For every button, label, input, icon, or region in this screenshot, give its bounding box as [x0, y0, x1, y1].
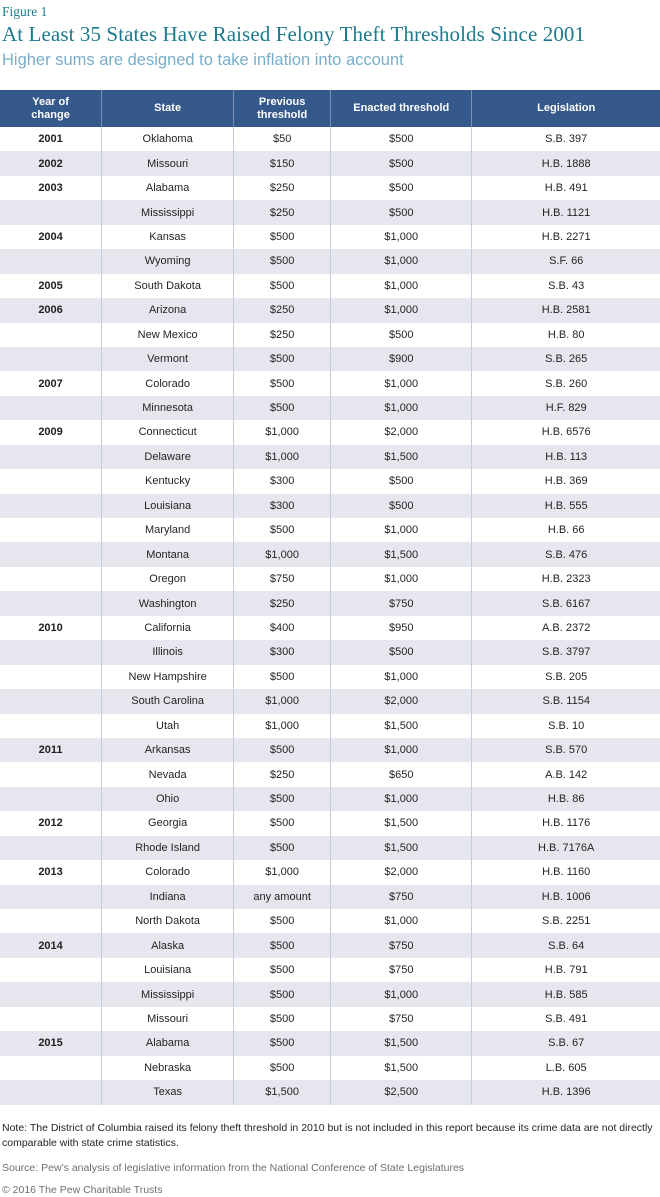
- cell-state: Delaware: [102, 445, 234, 469]
- cell-enacted-threshold: $650: [331, 762, 472, 786]
- cell-previous-threshold: $500: [234, 347, 331, 371]
- cell-year-of-change: 2014: [38, 939, 63, 952]
- cell-year-of-change: [0, 445, 102, 469]
- table-row: [0, 640, 660, 664]
- cell-year-of-change: [0, 689, 102, 713]
- cell-enacted-threshold: $500: [331, 127, 472, 151]
- cell-state: Montana: [102, 542, 234, 566]
- cell-legislation: S.B. 2251: [472, 909, 660, 933]
- cell-legislation: H.B. 86: [472, 787, 660, 811]
- cell-year-of-change: 2011: [38, 744, 63, 757]
- column-header-state: State: [102, 90, 234, 127]
- cell-legislation: H.B. 2271: [472, 225, 660, 249]
- cell-enacted-threshold: $500: [331, 494, 472, 518]
- cell-state: New Hampshire: [102, 665, 234, 689]
- cell-state: Alabama: [102, 1031, 234, 1055]
- cell-legislation: H.B. 2323: [472, 567, 660, 591]
- cell-legislation: H.B. 585: [472, 982, 660, 1006]
- cell-previous-threshold: $500: [234, 518, 331, 542]
- cell-previous-threshold: $500: [234, 811, 331, 835]
- cell-enacted-threshold: $750: [331, 1007, 472, 1031]
- cell-year-of-change: 2013: [38, 866, 63, 879]
- table-row: [0, 665, 660, 689]
- cell-state: Alabama: [102, 176, 234, 200]
- cell-state: Texas: [102, 1080, 234, 1104]
- cell-legislation: H.B. 1396: [472, 1080, 660, 1104]
- table-row: [0, 1056, 660, 1080]
- cell-previous-threshold: $1,500: [234, 1080, 331, 1104]
- table-row: [0, 274, 660, 298]
- table-row: [0, 127, 660, 151]
- table-row: [0, 811, 660, 835]
- cell-year-of-change: [0, 1080, 102, 1104]
- cell-previous-threshold: $400: [234, 616, 331, 640]
- cell-enacted-threshold: $1,000: [331, 249, 472, 273]
- figure-header: [0, 0, 660, 72]
- cell-state: Colorado: [102, 371, 234, 395]
- table-row: [0, 860, 660, 884]
- cell-previous-threshold: $500: [234, 738, 331, 762]
- cell-state: Georgia: [102, 811, 234, 835]
- table-row: [0, 982, 660, 1006]
- cell-enacted-threshold: $1,000: [331, 371, 472, 395]
- copyright-text: © 2016 The Pew Charitable Trusts: [2, 1183, 163, 1196]
- cell-enacted-threshold: $500: [331, 469, 472, 493]
- table-row: [0, 151, 660, 175]
- cell-enacted-threshold: $500: [331, 176, 472, 200]
- cell-legislation: A.B. 2372: [472, 616, 660, 640]
- cell-previous-threshold: $300: [234, 469, 331, 493]
- thresholds-table: [0, 90, 660, 1105]
- source-text: Source: Pew’s analysis of legislative information from the National Conference of State Legislatures: [2, 1161, 465, 1174]
- page-subtitle: Higher sums are designed to take inflation into account: [2, 51, 404, 69]
- cell-legislation: S.B. 43: [472, 274, 660, 298]
- cell-legislation: H.B. 1121: [472, 200, 660, 224]
- cell-legislation: S.F. 66: [472, 249, 660, 273]
- cell-legislation: S.B. 260: [472, 371, 660, 395]
- cell-previous-threshold: $1,000: [234, 420, 331, 444]
- cell-year-of-change: [0, 567, 102, 591]
- cell-previous-threshold: $500: [234, 225, 331, 249]
- table-row: [0, 591, 660, 615]
- cell-legislation: H.B. 6576: [472, 420, 660, 444]
- note-text: Note: The District of Columbia raised its felony theft threshold in 2010 but is not included in this report because its crime data are not directly comparable with state crime statistics.: [2, 1121, 653, 1149]
- table-row: [0, 958, 660, 982]
- table-row: [0, 616, 660, 640]
- cell-previous-threshold: $500: [234, 909, 331, 933]
- table-row: [0, 1007, 660, 1031]
- cell-previous-threshold: any amount: [234, 885, 331, 909]
- cell-previous-threshold: $500: [234, 787, 331, 811]
- cell-legislation: S.B. 64: [472, 933, 660, 957]
- cell-state: Oklahoma: [102, 127, 234, 151]
- cell-year-of-change: 2015: [38, 1037, 63, 1050]
- cell-previous-threshold: $500: [234, 274, 331, 298]
- cell-enacted-threshold: $500: [331, 640, 472, 664]
- cell-state: Minnesota: [102, 396, 234, 420]
- table-row: [0, 200, 660, 224]
- cell-enacted-threshold: $750: [331, 958, 472, 982]
- cell-previous-threshold: $500: [234, 958, 331, 982]
- cell-enacted-threshold: $1,000: [331, 274, 472, 298]
- cell-year-of-change: 2004: [38, 230, 63, 243]
- figure-label: Figure 1: [2, 4, 48, 19]
- cell-state: Rhode Island: [102, 836, 234, 860]
- table-row: [0, 542, 660, 566]
- cell-previous-threshold: $1,000: [234, 860, 331, 884]
- table-row: [0, 689, 660, 713]
- cell-enacted-threshold: $1,000: [331, 518, 472, 542]
- cell-state: Mississippi: [102, 200, 234, 224]
- cell-previous-threshold: $250: [234, 200, 331, 224]
- cell-year-of-change: [0, 200, 102, 224]
- cell-state: Indiana: [102, 885, 234, 909]
- cell-state: Alaska: [102, 933, 234, 957]
- cell-enacted-threshold: $1,000: [331, 909, 472, 933]
- cell-state: Nebraska: [102, 1056, 234, 1080]
- table-row: [0, 298, 660, 322]
- cell-legislation: S.B. 491: [472, 1007, 660, 1031]
- cell-state: Vermont: [102, 347, 234, 371]
- cell-year-of-change: [0, 1056, 102, 1080]
- cell-previous-threshold: $300: [234, 640, 331, 664]
- cell-legislation: L.B. 605: [472, 1056, 660, 1080]
- cell-legislation: S.B. 6167: [472, 591, 660, 615]
- cell-previous-threshold: $500: [234, 371, 331, 395]
- cell-year-of-change: 2001: [38, 133, 63, 146]
- cell-enacted-threshold: $750: [331, 933, 472, 957]
- cell-state: Kentucky: [102, 469, 234, 493]
- cell-state: Connecticut: [102, 420, 234, 444]
- cell-year-of-change: 2010: [38, 621, 63, 634]
- cell-previous-threshold: $500: [234, 396, 331, 420]
- table-row: [0, 420, 660, 444]
- cell-legislation: H.B. 113: [472, 445, 660, 469]
- cell-enacted-threshold: $900: [331, 347, 472, 371]
- cell-state: Maryland: [102, 518, 234, 542]
- table-row: [0, 371, 660, 395]
- cell-enacted-threshold: $1,500: [331, 836, 472, 860]
- cell-legislation: H.B. 80: [472, 323, 660, 347]
- cell-enacted-threshold: $1,000: [331, 225, 472, 249]
- cell-year-of-change: 2009: [38, 426, 63, 439]
- cell-year-of-change: [0, 1007, 102, 1031]
- table-row: [0, 249, 660, 273]
- cell-enacted-threshold: $1,000: [331, 396, 472, 420]
- table-row: [0, 469, 660, 493]
- cell-enacted-threshold: $1,000: [331, 982, 472, 1006]
- cell-enacted-threshold: $1,500: [331, 445, 472, 469]
- cell-state: Utah: [102, 714, 234, 738]
- cell-state: California: [102, 616, 234, 640]
- cell-year-of-change: [0, 958, 102, 982]
- cell-legislation: A.B. 142: [472, 762, 660, 786]
- cell-previous-threshold: $500: [234, 665, 331, 689]
- cell-year-of-change: 2006: [38, 304, 63, 317]
- cell-enacted-threshold: $1,000: [331, 787, 472, 811]
- cell-legislation: H.B. 2581: [472, 298, 660, 322]
- cell-state: Missouri: [102, 151, 234, 175]
- figure-footer: [0, 1105, 660, 1197]
- table-row: [0, 714, 660, 738]
- cell-previous-threshold: $250: [234, 323, 331, 347]
- cell-state: South Carolina: [102, 689, 234, 713]
- cell-legislation: H.B. 1888: [472, 151, 660, 175]
- cell-year-of-change: [0, 640, 102, 664]
- table-row: [0, 445, 660, 469]
- cell-enacted-threshold: $750: [331, 591, 472, 615]
- cell-state: Missouri: [102, 1007, 234, 1031]
- cell-state: Arizona: [102, 298, 234, 322]
- cell-state: Mississippi: [102, 982, 234, 1006]
- cell-previous-threshold: $150: [234, 151, 331, 175]
- table-header: [0, 90, 660, 127]
- cell-year-of-change: [0, 836, 102, 860]
- cell-state: New Mexico: [102, 323, 234, 347]
- cell-legislation: S.B. 476: [472, 542, 660, 566]
- cell-enacted-threshold: $1,500: [331, 811, 472, 835]
- cell-state: Ohio: [102, 787, 234, 811]
- cell-state: Louisiana: [102, 958, 234, 982]
- cell-legislation: S.B. 265: [472, 347, 660, 371]
- table-row: [0, 738, 660, 762]
- cell-enacted-threshold: $500: [331, 200, 472, 224]
- column-header-enacted-threshold: Enacted threshold: [331, 90, 472, 127]
- cell-previous-threshold: $50: [234, 127, 331, 151]
- cell-legislation: S.B. 570: [472, 738, 660, 762]
- cell-legislation: H.B. 1160: [472, 860, 660, 884]
- cell-previous-threshold: $750: [234, 567, 331, 591]
- cell-year-of-change: [0, 909, 102, 933]
- cell-year-of-change: [0, 885, 102, 909]
- cell-state: Nevada: [102, 762, 234, 786]
- table-header-row: [0, 90, 660, 127]
- cell-year-of-change: 2012: [38, 817, 63, 830]
- cell-year-of-change: [0, 787, 102, 811]
- cell-enacted-threshold: $1,500: [331, 542, 472, 566]
- table-row: [0, 494, 660, 518]
- table-row: [0, 225, 660, 249]
- cell-previous-threshold: $500: [234, 1031, 331, 1055]
- cell-enacted-threshold: $500: [331, 323, 472, 347]
- cell-legislation: H.B. 791: [472, 958, 660, 982]
- cell-state: Colorado: [102, 860, 234, 884]
- column-header-year-of-change: Year of change: [0, 90, 102, 127]
- cell-year-of-change: [0, 518, 102, 542]
- cell-year-of-change: [0, 762, 102, 786]
- cell-state: Washington: [102, 591, 234, 615]
- table-row: [0, 1080, 660, 1104]
- column-header-previous-threshold: Previous threshold: [234, 90, 331, 127]
- cell-previous-threshold: $1,000: [234, 714, 331, 738]
- cell-state: Illinois: [102, 640, 234, 664]
- table-row: [0, 762, 660, 786]
- cell-year-of-change: [0, 982, 102, 1006]
- cell-previous-threshold: $1,000: [234, 689, 331, 713]
- cell-enacted-threshold: $2,500: [331, 1080, 472, 1104]
- cell-previous-threshold: $250: [234, 762, 331, 786]
- table-row: [0, 347, 660, 371]
- cell-previous-threshold: $1,000: [234, 445, 331, 469]
- table-row: [0, 176, 660, 200]
- table-body: [0, 127, 660, 1105]
- cell-previous-threshold: $500: [234, 1056, 331, 1080]
- cell-enacted-threshold: $1,500: [331, 714, 472, 738]
- table-row: [0, 567, 660, 591]
- cell-enacted-threshold: $1,500: [331, 1031, 472, 1055]
- table-row: [0, 836, 660, 860]
- table-row: [0, 518, 660, 542]
- cell-legislation: H.B. 7176A: [472, 836, 660, 860]
- cell-previous-threshold: $500: [234, 249, 331, 273]
- column-header-legislation: Legislation: [472, 90, 660, 127]
- cell-year-of-change: [0, 469, 102, 493]
- cell-legislation: H.B. 369: [472, 469, 660, 493]
- cell-state: Arkansas: [102, 738, 234, 762]
- cell-enacted-threshold: $1,000: [331, 298, 472, 322]
- cell-enacted-threshold: $1,500: [331, 1056, 472, 1080]
- cell-legislation: S.B. 1154: [472, 689, 660, 713]
- cell-previous-threshold: $500: [234, 1007, 331, 1031]
- cell-year-of-change: 2005: [38, 279, 63, 292]
- cell-legislation: H.B. 1176: [472, 811, 660, 835]
- cell-year-of-change: [0, 396, 102, 420]
- cell-enacted-threshold: $1,000: [331, 567, 472, 591]
- cell-year-of-change: [0, 714, 102, 738]
- cell-previous-threshold: $250: [234, 176, 331, 200]
- cell-year-of-change: [0, 542, 102, 566]
- cell-legislation: S.B. 3797: [472, 640, 660, 664]
- cell-previous-threshold: $1,000: [234, 542, 331, 566]
- table-row: [0, 396, 660, 420]
- cell-legislation: H.B. 555: [472, 494, 660, 518]
- cell-year-of-change: [0, 591, 102, 615]
- cell-previous-threshold: $500: [234, 982, 331, 1006]
- cell-legislation: S.B. 10: [472, 714, 660, 738]
- cell-year-of-change: [0, 494, 102, 518]
- cell-year-of-change: [0, 347, 102, 371]
- cell-enacted-threshold: $2,000: [331, 420, 472, 444]
- cell-state: Louisiana: [102, 494, 234, 518]
- cell-legislation: H.B. 1006: [472, 885, 660, 909]
- cell-state: North Dakota: [102, 909, 234, 933]
- cell-previous-threshold: $300: [234, 494, 331, 518]
- cell-year-of-change: [0, 665, 102, 689]
- cell-year-of-change: 2003: [38, 182, 63, 195]
- table-row: [0, 323, 660, 347]
- table-row: [0, 787, 660, 811]
- cell-legislation: S.B. 397: [472, 127, 660, 151]
- cell-legislation: H.B. 491: [472, 176, 660, 200]
- page-title: At Least 35 States Have Raised Felony Theft Thresholds Since 2001: [2, 22, 586, 46]
- table-row: [0, 885, 660, 909]
- cell-previous-threshold: $250: [234, 298, 331, 322]
- cell-enacted-threshold: $2,000: [331, 689, 472, 713]
- cell-legislation: H.F. 829: [472, 396, 660, 420]
- cell-previous-threshold: $500: [234, 836, 331, 860]
- cell-enacted-threshold: $1,000: [331, 665, 472, 689]
- table-row: [0, 1031, 660, 1055]
- cell-year-of-change: [0, 249, 102, 273]
- cell-state: Wyoming: [102, 249, 234, 273]
- cell-state: Kansas: [102, 225, 234, 249]
- cell-legislation: H.B. 66: [472, 518, 660, 542]
- table-row: [0, 933, 660, 957]
- cell-previous-threshold: $250: [234, 591, 331, 615]
- table-row: [0, 909, 660, 933]
- cell-enacted-threshold: $2,000: [331, 860, 472, 884]
- cell-year-of-change: 2002: [38, 157, 63, 170]
- cell-state: South Dakota: [102, 274, 234, 298]
- cell-legislation: S.B. 205: [472, 665, 660, 689]
- cell-year-of-change: 2007: [38, 377, 63, 390]
- cell-enacted-threshold: $500: [331, 151, 472, 175]
- cell-state: Oregon: [102, 567, 234, 591]
- cell-legislation: S.B. 67: [472, 1031, 660, 1055]
- cell-enacted-threshold: $950: [331, 616, 472, 640]
- cell-enacted-threshold: $1,000: [331, 738, 472, 762]
- cell-year-of-change: [0, 323, 102, 347]
- cell-previous-threshold: $500: [234, 933, 331, 957]
- cell-enacted-threshold: $750: [331, 885, 472, 909]
